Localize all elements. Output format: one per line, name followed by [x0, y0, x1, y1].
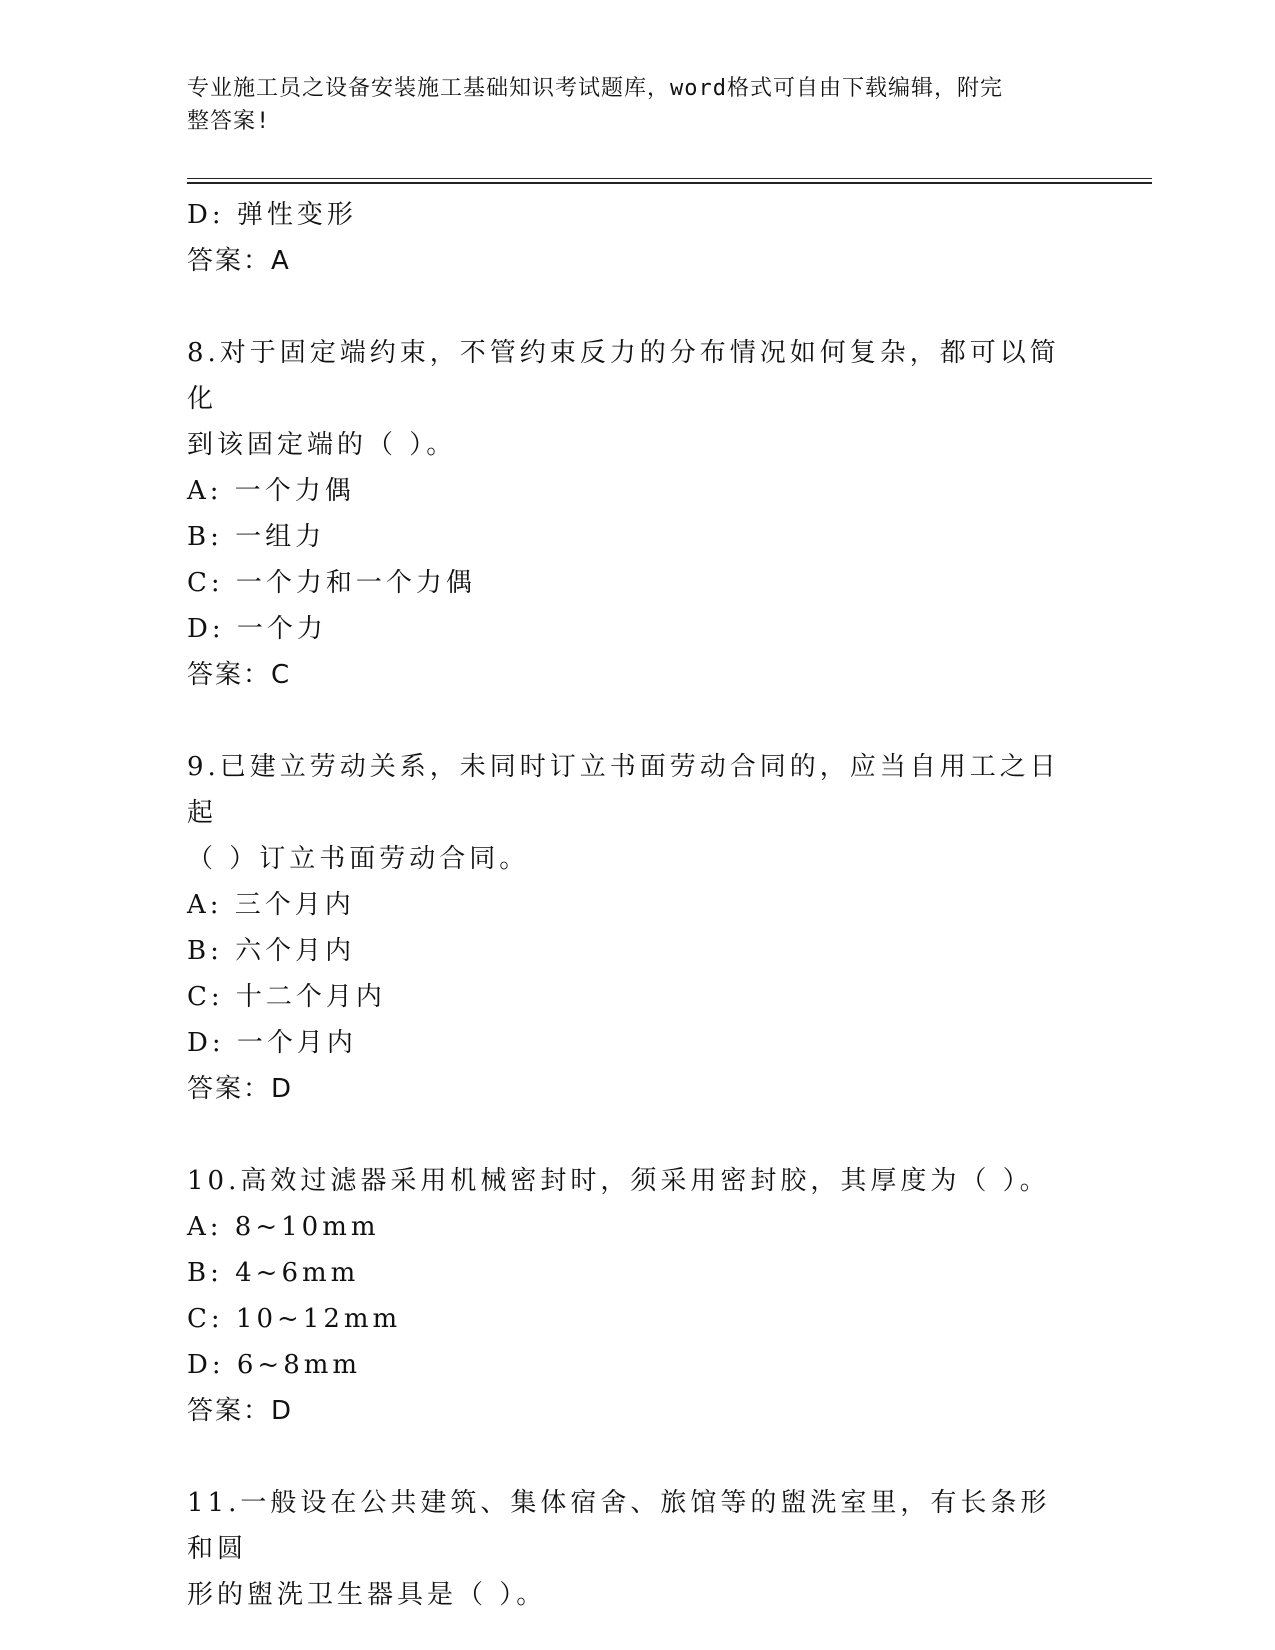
question-stem — [187, 330, 1067, 468]
option-a: A: 8~10mm — [187, 1212, 380, 1242]
stem-line: 形的盥洗卫生器具是（ ）。 — [187, 1580, 547, 1610]
answer-line: 答案：D — [187, 1396, 294, 1426]
stem-line: 11.一般设在公共建筑、集体宿舍、旅馆等的盥洗室里，有长条形和圆 — [187, 1488, 1051, 1564]
header-divider-thick — [187, 182, 1152, 184]
stem-line: 到该固定端的（ ）。 — [187, 430, 457, 460]
option-b: B: 4~6mm — [187, 1258, 360, 1288]
stem-line: 8.对于固定端约束，不管约束反力的分布情况如何复杂，都可以简化 — [187, 338, 1060, 414]
option-d: D: 一个月内 — [187, 1028, 357, 1058]
option-d: D: 弹性变形 — [187, 200, 357, 230]
option-c: C: 10~12mm — [187, 1304, 402, 1334]
answer-line: 答案：C — [187, 660, 292, 690]
question-10 — [187, 1158, 1067, 1434]
option-d: D: 一个力 — [187, 614, 327, 644]
header-divider-thin — [187, 178, 1152, 179]
question-11 — [187, 1480, 1067, 1618]
question-9 — [187, 744, 1067, 1112]
option-b: B: 一组力 — [187, 522, 326, 552]
document-header — [187, 72, 1067, 138]
option-c: C: 一个力和一个力偶 — [187, 568, 476, 598]
question-stem — [187, 744, 1067, 882]
option-c: C: 十二个月内 — [187, 982, 386, 1012]
question-8 — [187, 330, 1067, 698]
question-carryover — [187, 192, 1067, 284]
option-d: D: 6~8mm — [187, 1350, 362, 1380]
stem-line: 10.高效过滤器采用机械密封时，须采用密封胶，其厚度为（ ）。 — [187, 1166, 1050, 1196]
option-a: A: 三个月内 — [187, 890, 355, 920]
header-line-2: 整答案! — [187, 109, 271, 134]
option-a: A: 一个力偶 — [187, 476, 355, 506]
question-stem — [187, 1158, 1067, 1204]
stem-line: 9.已建立劳动关系，未同时订立书面劳动合同的，应当自用工之日起 — [187, 752, 1060, 828]
answer-line: 答案：A — [187, 246, 291, 276]
stem-line: （ ）订立书面劳动合同。 — [187, 844, 530, 874]
answer-line: 答案：D — [187, 1074, 294, 1104]
question-stem — [187, 1480, 1067, 1618]
header-line-1: 专业施工员之设备安装施工基础知识考试题库，word格式可自由下载编辑，附完 — [187, 76, 1003, 101]
option-b: B: 六个月内 — [187, 936, 356, 966]
question-list — [187, 192, 1067, 1618]
